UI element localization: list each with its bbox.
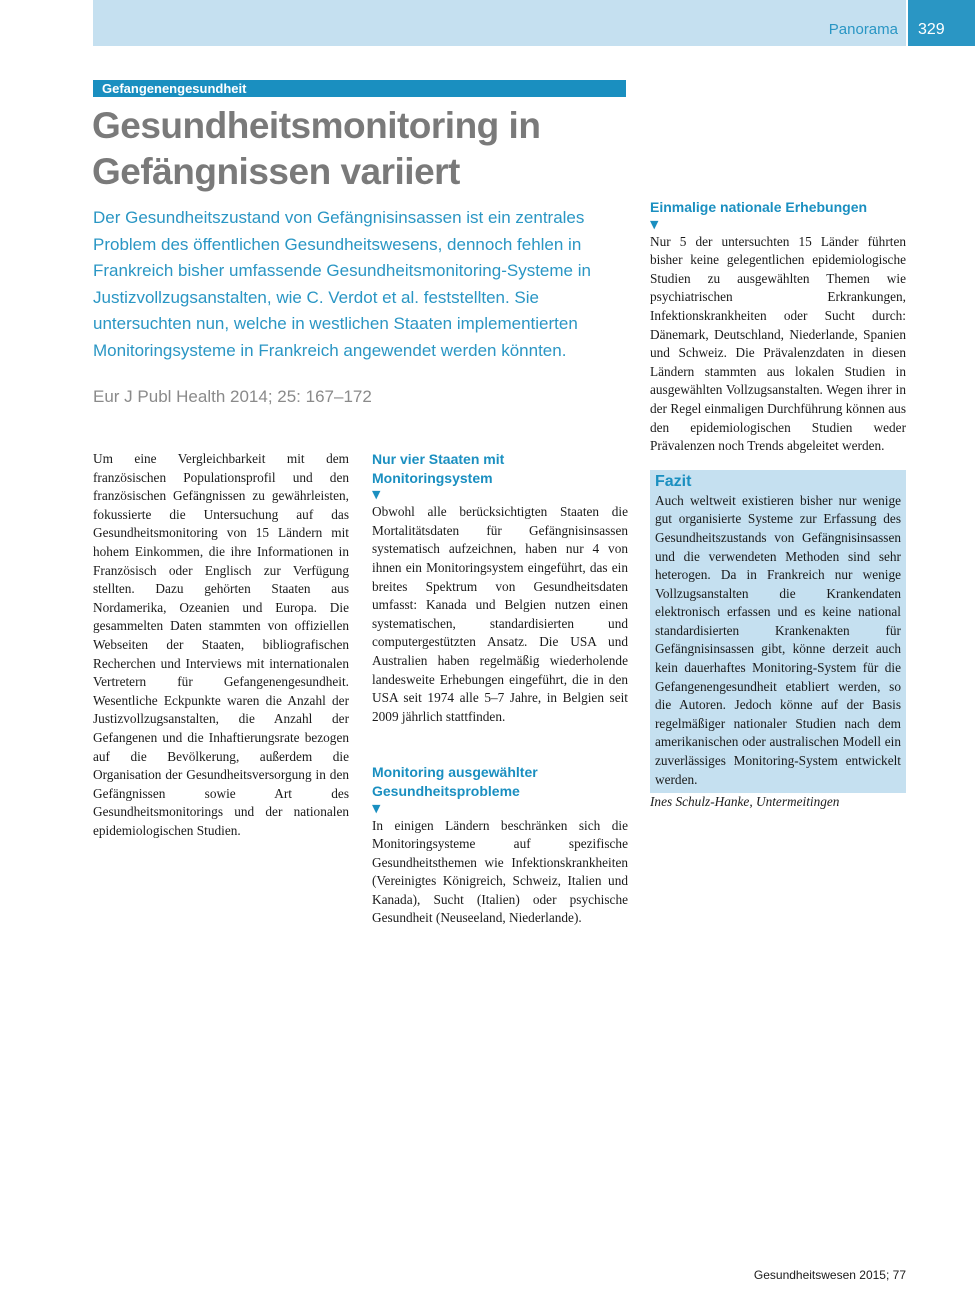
citation: Eur J Publ Health 2014; 25: 167–172 [93,387,372,406]
author-credit: Ines Schulz-Hanke, Untermeitingen [650,794,840,810]
title-line-2: Gefängnissen variiert [92,151,460,192]
fazit-text: Auch weltweit existieren bisher nur wenige gut organisierte Systeme zur Erfassung des Gesundheitszustands von Gefängnisinsassen und die verwendeten Methoden sind sehr heterogen. Da in Frankreich nur wenige Vollzugsanstalten die Krankendaten elektronisch erfassen und es keine national standardisierten Krankenakten für Gefängnisinsassen gibt, könne derzeit auch kein dauerhaftes Monitoring-System für die Gefangenengesundheit etabliert werden, so die Autoren. Jedoch könne auf der Basis regelmäßiger nationaler Studien nach dem amerikanischen oder australischen Modell ein zuverlässiges Monitoring-System entwickelt werden. [655,492,901,787]
section-text-monitoring-states: Obwohl alle berücksichtigten Staaten die Mortalitätsdaten für Gefängnisinsassen systematisch aufzeichnen, haben nur 4 von ihnen ein Monitoringsystem eingeführt, das ein breites Spektrum von Gesundheitsdaten umfasst: Kanada und Belgien nutzen einen systematischen, standardisierten und computergestützten Ansatz. Die USA und Australien haben regelmäßig wiederholende landesweite Erhebungen eingeführt, die in den USA seit 1974 alle 5–7 Jahre, in Belgien seit 2009 jährlich stattfinden. [372,504,628,724]
journal-footer: Gesundheitswesen 2015; 77 [753,1268,906,1282]
fazit-box [650,470,906,794]
header-band [93,0,908,46]
section-label: Panorama [828,21,898,38]
intro-paragraph: Um eine Vergleichbarkeit mit dem französischen Populationsprofil und den französischen Gefängnissen zu gewährleisten, fokussierte die Untersuchung auf das Gesundheitsmonitoring von 15 Ländern mit hohem Einkommen, die ihre Informationen in Französisch oder Englisch zur Verfügung stellten. Dazu gehörten Staaten aus Nordamerika, Ozeanien und Europa. Die gesammelten Daten stammten von offiziellen Webseiten der Staaten, bibliografischen Recherchen und Interviews mit internationalen Vertretern für Gefangenengesundheit. Wesentliche Eckpunkte waren die Anzahl der Justizvollzugsanstalten, die Anzahl der Gefangenen und die Inhaftierungsrate bezogen auf die Bevölkerung, außerdem die Organisation der Gesundheitsversorgung in den Gefängnissen sowie Art des Gesundheitsmonitorings und der nationalen epidemiologischen Studien. [93,451,349,838]
fazit-heading: Fazit [655,472,692,490]
section-text-national-surveys: Nur 5 der untersuchten 15 Länder führten bisher keine gelegentlichen epidemiologische Studien zu ausgewählten Themen wie psychiatrischen Erkrankungen, Infektionskrankheiten oder Sucht durch: Dänemark, Deutschland, Niederlande, Spanien und Schweiz. Die Prävalenzdaten in diesen Ländern stammten aus lokalen Studien in ausgewählten Vollzugsanstalten. Wegen ihrer in der Regel einmaligen Durchführung können aus den epidemiologischen Studien weder Prävalenzen noch Trends abgeleitet werden. [650,233,906,454]
title-line-1: Gesundheitsmonitoring in [92,105,541,146]
section-heading-national-surveys: Einmalige nationale Erhebungen [650,199,868,215]
column-2 [372,450,628,928]
section-heading-monitoring-states: Nur vier Staaten mit Monitoringsystem [372,451,505,486]
page-number: 329 [908,0,975,46]
triangle-marker-icon: ▼ [650,217,659,231]
triangle-marker-icon: ▼ [372,801,381,815]
topic-label: Gefangenengesundheit [93,80,626,97]
article-title [92,103,632,195]
column-3 [650,78,906,812]
column-1 [93,450,349,840]
triangle-marker-icon: ▼ [372,488,381,502]
section-text-selected-problems: In einigen Ländern beschränken sich die Monitoringsysteme auf spezifische Gesundheitsthemen wie Infektionskrankheiten (Vereinigtes Königreich, Schweiz, Italien und Kanada), Sucht (Italien) oder psychische Gesundheit (Neuseeland, Niederlande). [372,817,628,926]
lead-paragraph: Der Gesundheitszustand von Gefängnisinsassen ist ein zentrales Problem des öffentlichen Gesundheitswesens, dennoch fehlen in Frankreich bisher umfassende Gesundheitsmonitoring-Systeme in Justizvollzugsanstalten, wie C. Verdot et al. feststellten. Sie untersuchten nun, welche in westlichen Staaten implementierten Monitoringsysteme in Frankreich angewendet werden könnten. [93,208,591,360]
section-heading-selected-problems: Monitoring ausgewählter Gesundheitsprobleme [372,764,538,799]
